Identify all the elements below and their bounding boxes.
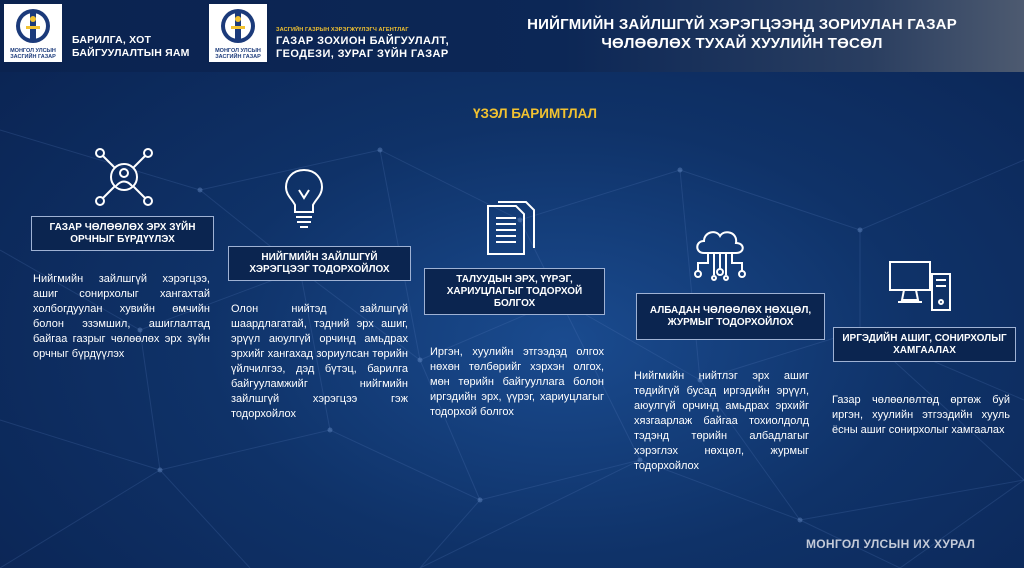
cloud-network-icon — [690, 225, 750, 281]
principle-label-public-need: НИЙГМИЙН ЗАЙЛШГҮЙ ХЭРЭГЦЭЭГ ТОДОРХОЙЛОХ — [228, 246, 411, 281]
lightbulb-icon — [282, 166, 326, 230]
principle-label-responsibilities: ТАЛУУДЫН ЭРХ, ҮҮРЭГ, ХАРИУЦЛАГЫГ ТОДОРХОЙ БОЛГОХ — [424, 268, 605, 315]
principle-text-public-need: Олон нийтэд зайлшгүй шаардлагатай, тэдний эрх ашиг, эрүүл аюулгүй орчинд амьдрах эрхийг хангахад зориулсан төрийн үйлчилгээ, дэд бүтэц, барилга байгууламжийг нийгмийн зайлшгүй хэрэгцээ гэж тодорхойлох — [231, 303, 408, 420]
principle-text-citizen-interest: Газар чөлөөлөлтөд өртөж буй иргэн, хуулийн этгээдийн хууль ёсны ашиг сонирхолыг хамгаалах — [832, 394, 1010, 436]
agency-subtitle: ЗАСГИЙН ГАЗРЫН ХЭРЭГЖҮҮЛЭГЧ АГЕНТЛАГ — [276, 27, 409, 33]
soyombo-emblem-icon — [209, 4, 267, 50]
principle-label-citizen-interest: ИРГЭДИЙН АШИГ, СОНИРХОЛЫГ ХАМГААЛАХ — [833, 327, 1016, 362]
government-logo — [2, 2, 64, 64]
principle-label-legal-framework: ГАЗАР ЧӨЛӨӨЛӨХ ЭРХ ЗҮЙН ОРЧНЫГ БҮРДҮҮЛЭХ — [31, 216, 214, 251]
principle-label-forced-release: АЛБАДАН ЧӨЛӨӨЛӨХ НӨХЦӨЛ, ЖУРМЫГ ТОДОРХОЙЛОХ — [636, 293, 825, 340]
principle-text-forced-release: Нийгмийн нийтлэг эрх ашиг төдийгүй бусад иргэдийн эрүүл, аюулгүй орчинд амьдрах эрхийг хязгаарлаж байгаа тохиолдолд тэдэнд төрийн албадлагыг хэрэглэх нөхцөл, журмыг тодорхойлох — [634, 370, 809, 472]
computer-icon — [888, 258, 952, 312]
documents-icon — [486, 200, 542, 260]
network-person-icon — [93, 146, 155, 208]
ministry-name: БАРИЛГА, ХОТ БАЙГУУЛАЛТЫН ЯАМ — [72, 34, 190, 59]
principle-text-responsibilities: Иргэн, хуулийн этгээдэд олгох нөхөн төлбөрийг хэрхэн олгох, мөн төрийн байгууллага болон иргэдийн эрх, үүрэг, хариуцлагыг тодорхой болгох — [430, 346, 604, 418]
logo-caption: МОНГОЛ УЛСЫН ЗАСГИЙН ГАЗАР — [10, 48, 56, 60]
footer-organization: МОНГОЛ УЛСЫН ИХ ХУРАЛ — [806, 537, 976, 551]
page-title: НИЙГМИЙН ЗАЙЛШГҮЙ ХЭРЭГЦЭЭНД ЗОРИУЛАН ГАЗАР ЧӨЛӨӨЛӨХ ТУХАЙ ХУУЛИЙН ТӨСӨЛ — [527, 16, 957, 52]
section-title: ҮЗЭЛ БАРИМТЛАЛ — [473, 106, 597, 121]
logo-caption: МОНГОЛ УЛСЫН ЗАСГИЙН ГАЗАР — [215, 48, 261, 60]
agency-logo — [207, 2, 269, 64]
principle-text-legal-framework: Нийгмийн зайлшгүй хэрэгцээ, ашиг сонирхолыг хангахтай холбогдуулан хувийн өмчийн болон эзэмшил, ашиглалтад байгаа газрыг чөлөөлөх эрх зүйн орчныг бүрдүүлэх — [33, 273, 210, 360]
agency-name: ГАЗАР ЗОХИОН БАЙГУУЛАЛТ, ГЕОДЕЗИ, ЗУРАГ ЗҮЙН ГАЗАР — [276, 35, 450, 60]
soyombo-emblem-icon — [4, 4, 62, 50]
